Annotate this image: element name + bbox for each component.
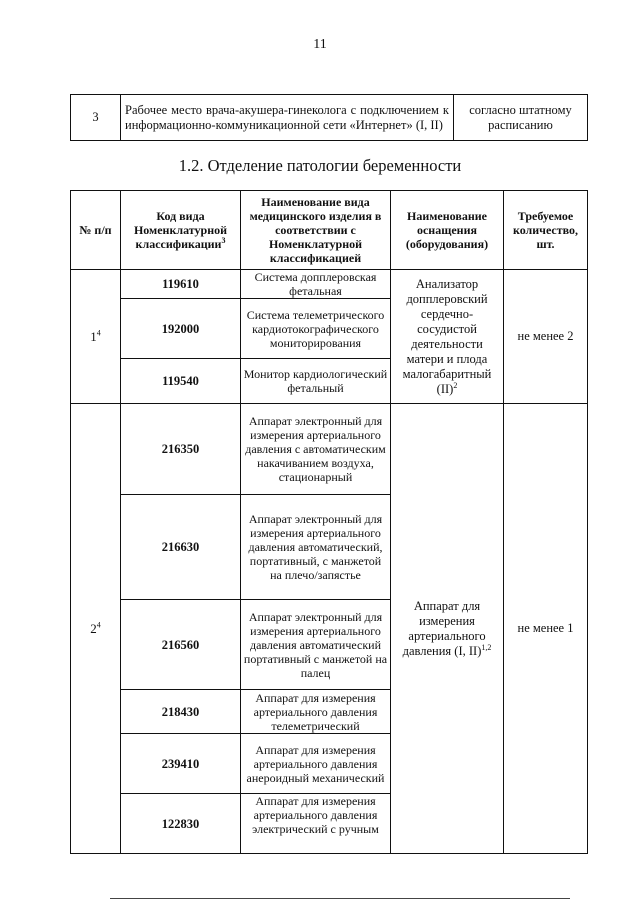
- page-bottom-edge: [110, 898, 570, 899]
- page-number: 11: [313, 37, 327, 52]
- item-name: Аппарат для измерения артериального давления электрический с ручным: [241, 794, 391, 854]
- row-number: 3: [71, 95, 121, 141]
- item-name: Система телеметрического кардиотокографического мониторирования: [241, 299, 391, 359]
- header-row: [71, 191, 588, 270]
- group-equipment: Аппарат для измерения артериального давления (I, II)$^{1,2}$: [391, 404, 504, 854]
- row-quantity: согласно штатному расписанию: [454, 95, 588, 141]
- item-code: 216350: [121, 404, 241, 495]
- header-quantity: Требуемое количество, шт.: [504, 191, 588, 270]
- item-name: Аппарат электронный для измерения артериального давления автоматический, портативный, с манжетой на плечо/запястье: [241, 495, 391, 600]
- group-equipment: Анализатор допплеровский сердечно-сосудистой деятельности матери и плода малогабаритный (II)$^2$: [391, 270, 504, 404]
- row-name: Рабочее место врача-акушера-гинеколога с подключением к информационно-коммуникационной сети «Интернет» (I, II): [121, 95, 454, 141]
- item-code: 119540: [121, 359, 241, 404]
- header-equipment: Наименование оснащения (оборудования): [391, 191, 504, 270]
- item-code: 119610: [121, 270, 241, 299]
- equipment-table: [70, 190, 588, 854]
- item-name: Аппарат электронный для измерения артериального давления с автоматическим накачиванием воздуха, стационарный: [241, 404, 391, 495]
- previous-table-row: [70, 94, 588, 141]
- table-row: [71, 270, 588, 299]
- table-row: [71, 404, 588, 495]
- item-name: Аппарат для измерения артериального давления телеметрический: [241, 690, 391, 734]
- item-code: 239410: [121, 734, 241, 794]
- group-quantity: не менее 2: [504, 270, 588, 404]
- section-title: 1.2. Отделение патологии беременности: [178, 156, 462, 175]
- item-name: Система допплеровская фетальная: [241, 270, 391, 299]
- item-name: Аппарат электронный для измерения артериального давления автоматический портативный с манжетой на палец: [241, 600, 391, 690]
- header-code: Код вида Номенклатурной классификации$^3$: [121, 191, 241, 270]
- item-name: Аппарат для измерения артериального давления анероидный механический: [241, 734, 391, 794]
- group-quantity: не менее 1: [504, 404, 588, 854]
- item-code: 216630: [121, 495, 241, 600]
- item-code: 192000: [121, 299, 241, 359]
- item-code: 122830: [121, 794, 241, 854]
- group-number: $2^4$: [71, 404, 121, 854]
- item-code: 218430: [121, 690, 241, 734]
- header-name: Наименование вида медицинского изделия в соответствии с Номенклатурной классификацией: [241, 191, 391, 270]
- group-number: $1^4$: [71, 270, 121, 404]
- item-code: 216560: [121, 600, 241, 690]
- item-name: Монитор кардиологический фетальный: [241, 359, 391, 404]
- header-num: № п/п: [71, 191, 121, 270]
